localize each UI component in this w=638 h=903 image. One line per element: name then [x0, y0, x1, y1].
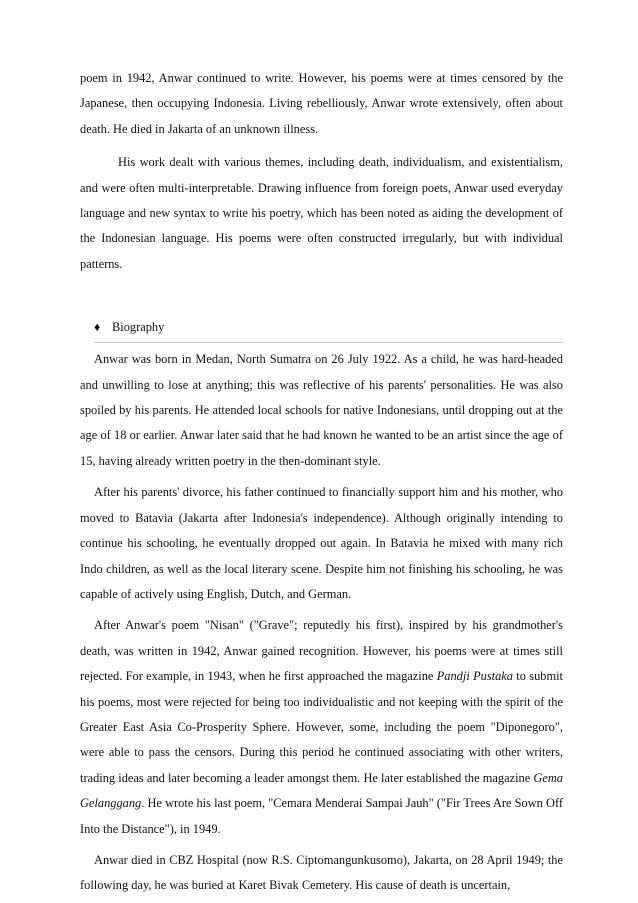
document-page — [80, 66, 563, 899]
biography-heading — [80, 315, 563, 340]
magazine-gema-gelanggang: Gema Gelanggang — [80, 770, 563, 811]
bio-paragraph-birth: Anwar was born in Medan, North Sumatra on 26 July 1922. As a child, he was hard-headed and unwilling to lose at anything; this was reflective of his parents' personalities. He was also spoiled by his parents. He attended local schools for native Indonesians, until dropping out at the age of 18 or earlier. Anwar later said that he had known he wanted to be an artist since the age of 15, having already written poetry in the then-dominant style. — [80, 352, 563, 468]
bio-paragraph-batavia: After his parents' divorce, his father continued to financially support him and his mother, who moved to Batavia (Jakarta after Indonesia's independence). Although originally intending to continue his schooling, he eventually dropped out again. In Batavia he mixed with many rich Indo children, as well as the local literary scene. Despite him not finishing his schooling, he was capable of actively using English, Dutch, and German. — [80, 485, 563, 601]
themes-paragraph: His work dealt with various themes, including death, individualism, and existentialism, and were often multi-interpretable. Drawing influence from foreign poets, Anwar used everyday language and new syntax to write his poetry, which has been noted as aiding the development of the Indonesian language. His poems were often constructed irregularly, but with individual patterns. — [80, 155, 563, 271]
magazine-pandji-pustaka: Pandji Pustaka — [436, 669, 513, 684]
section-divider — [94, 342, 563, 343]
intro-paragraph: poem in 1942, Anwar continued to write. However, his poems were at times censored by the Japanese, then occupying Indonesia. Living rebelliously, Anwar wrote extensively, often about death. He died in Jakarta of an unknown illness. — [80, 71, 563, 136]
bio-paragraph-recognition — [80, 613, 563, 842]
recognition-text-part-2: to submit his poems, most were rejected for being too individualistic and not keeping with the spirit of the Greater East Asia Co-Prosperity Sphere. However, some, including the poem "Diponegoro", were able to pass the censors. During this period he continued associating with other writers, trading ideas and later becoming a leader amongst them. He later established the magazine — [80, 669, 563, 785]
diamond-bullet-icon: ♦ — [94, 320, 101, 335]
recognition-text-part-1: After Anwar's poem "Nisan" ("Grave"; reputedly his first), inspired by his grandmother's death, was written in 1942, Anwar gained recognition. However, his poems were at times still rejected. For example, in 1943, when he first approached the magazine — [80, 618, 563, 684]
biography-heading-text: Biography — [112, 320, 165, 335]
bio-paragraph-death: Anwar died in CBZ Hospital (now R.S. Ciptomangunkusomo), Jakarta, on 28 April 1949; the following day, he was buried at Karet Bivak Cemetery. His cause of death is uncertain, — [80, 852, 563, 893]
recognition-text-part-3: . He wrote his last poem, "Cemara Menderai Sampai Jauh" ("Fir Trees Are Sown Off Into the Distance"), in 1949. — [80, 796, 563, 836]
